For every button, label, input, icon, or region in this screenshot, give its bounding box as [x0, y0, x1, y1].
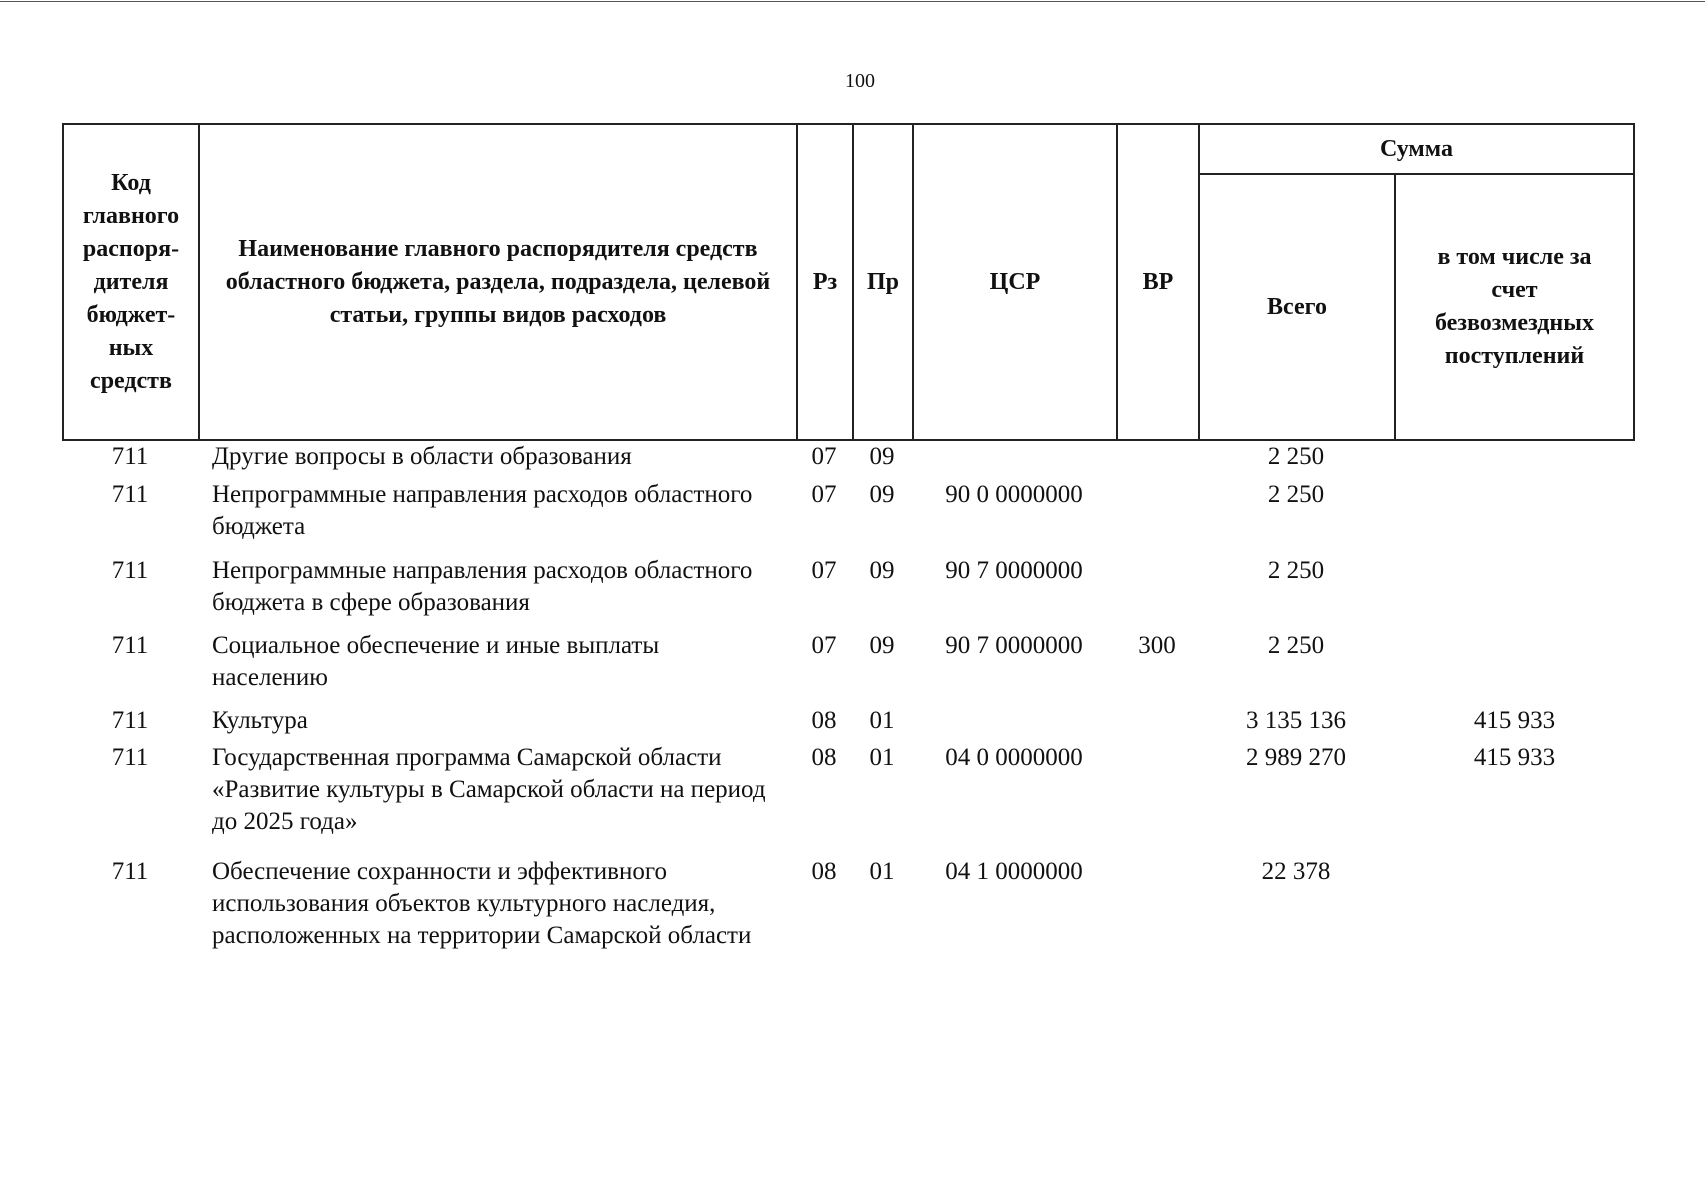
cell-pr: 01 — [869, 744, 895, 771]
header-rz — [796, 123, 854, 441]
cell-code: 711 — [111, 557, 149, 584]
cell-rz: 07 — [811, 481, 837, 508]
cell-code: 711 — [111, 707, 149, 734]
header-rz-text: Рз — [812, 268, 838, 295]
cell-vr: 300 — [1138, 632, 1176, 659]
cell-name: Непрограммные направления расходов областного бюджета в сфере образования — [212, 557, 753, 616]
cell-total: 2 250 — [1267, 443, 1325, 470]
header-name — [198, 123, 798, 441]
cell-name: Обеспечение сохранности и эффективного использования объектов культурного наследия, расположенных на территории Самарской области — [212, 858, 752, 949]
header-sum-text: Сумма — [1380, 135, 1453, 162]
cell-code: 711 — [111, 632, 149, 659]
cell-name: Непрограммные направления расходов областного бюджета — [212, 481, 753, 540]
cell-name: Другие вопросы в области образования — [212, 443, 632, 470]
cell-csr: 90 7 0000000 — [945, 557, 1083, 584]
cell-csr: 04 1 0000000 — [945, 858, 1083, 885]
cell-rz: 08 — [811, 707, 837, 734]
cell-csr: 90 7 0000000 — [945, 632, 1083, 659]
cell-total: 2 250 — [1267, 632, 1325, 659]
header-pr — [852, 123, 914, 441]
top-rule — [0, 1, 1705, 2]
cell-name: Государственная программа Самарской области «Развитие культуры в Самарской области на период до 2025 года» — [212, 744, 766, 835]
cell-total: 22 378 — [1261, 858, 1331, 885]
cell-total: 3 135 136 — [1246, 707, 1346, 734]
header-pr-text: Пр — [866, 268, 899, 295]
header-total-text: Всего — [1267, 293, 1327, 320]
cell-code: 711 — [111, 744, 149, 771]
header-vr — [1116, 123, 1200, 441]
cell-pr: 09 — [869, 632, 895, 659]
cell-pr: 09 — [869, 443, 895, 470]
table-header — [62, 123, 1635, 441]
cell-total: 2 250 — [1267, 557, 1325, 584]
header-csr — [912, 123, 1118, 441]
header-csr-text: ЦСР — [989, 268, 1041, 295]
cell-rz: 07 — [811, 443, 837, 470]
cell-total: 2 989 270 — [1246, 744, 1346, 771]
cell-pr: 09 — [869, 557, 895, 584]
header-code — [62, 123, 200, 441]
header-free-text: в том числе за счет безвозмездных поступлений — [1435, 244, 1594, 369]
cell-rz: 07 — [811, 557, 837, 584]
cell-free: 415 933 — [1473, 744, 1556, 771]
cell-name: Социальное обеспечение и иные выплаты населению — [212, 632, 660, 691]
cell-name: Культура — [212, 707, 308, 734]
cell-total: 2 250 — [1267, 481, 1325, 508]
cell-code: 711 — [111, 443, 149, 470]
header-name-text: Наименование главного распорядителя средств областного бюджета, раздела, подраздела, целевой статьи, группы видов расходов — [225, 235, 771, 328]
header-code-text: Код главного распоря-дителя бюджет-ных средств — [82, 169, 180, 394]
cell-rz: 07 — [811, 632, 837, 659]
page-number: 100 — [845, 70, 875, 92]
cell-code: 711 — [111, 481, 149, 508]
header-total — [1198, 173, 1396, 441]
cell-csr: 04 0 0000000 — [945, 744, 1083, 771]
cell-pr: 01 — [869, 858, 895, 885]
cell-pr: 09 — [869, 481, 895, 508]
cell-free: 415 933 — [1473, 707, 1556, 734]
cell-rz: 08 — [811, 744, 837, 771]
cell-rz: 08 — [811, 858, 837, 885]
header-vr-text: ВР — [1142, 268, 1174, 295]
cell-csr: 90 0 0000000 — [945, 481, 1083, 508]
cell-code: 711 — [111, 858, 149, 885]
header-sum — [1198, 123, 1635, 175]
header-free — [1394, 173, 1635, 441]
cell-pr: 01 — [869, 707, 895, 734]
